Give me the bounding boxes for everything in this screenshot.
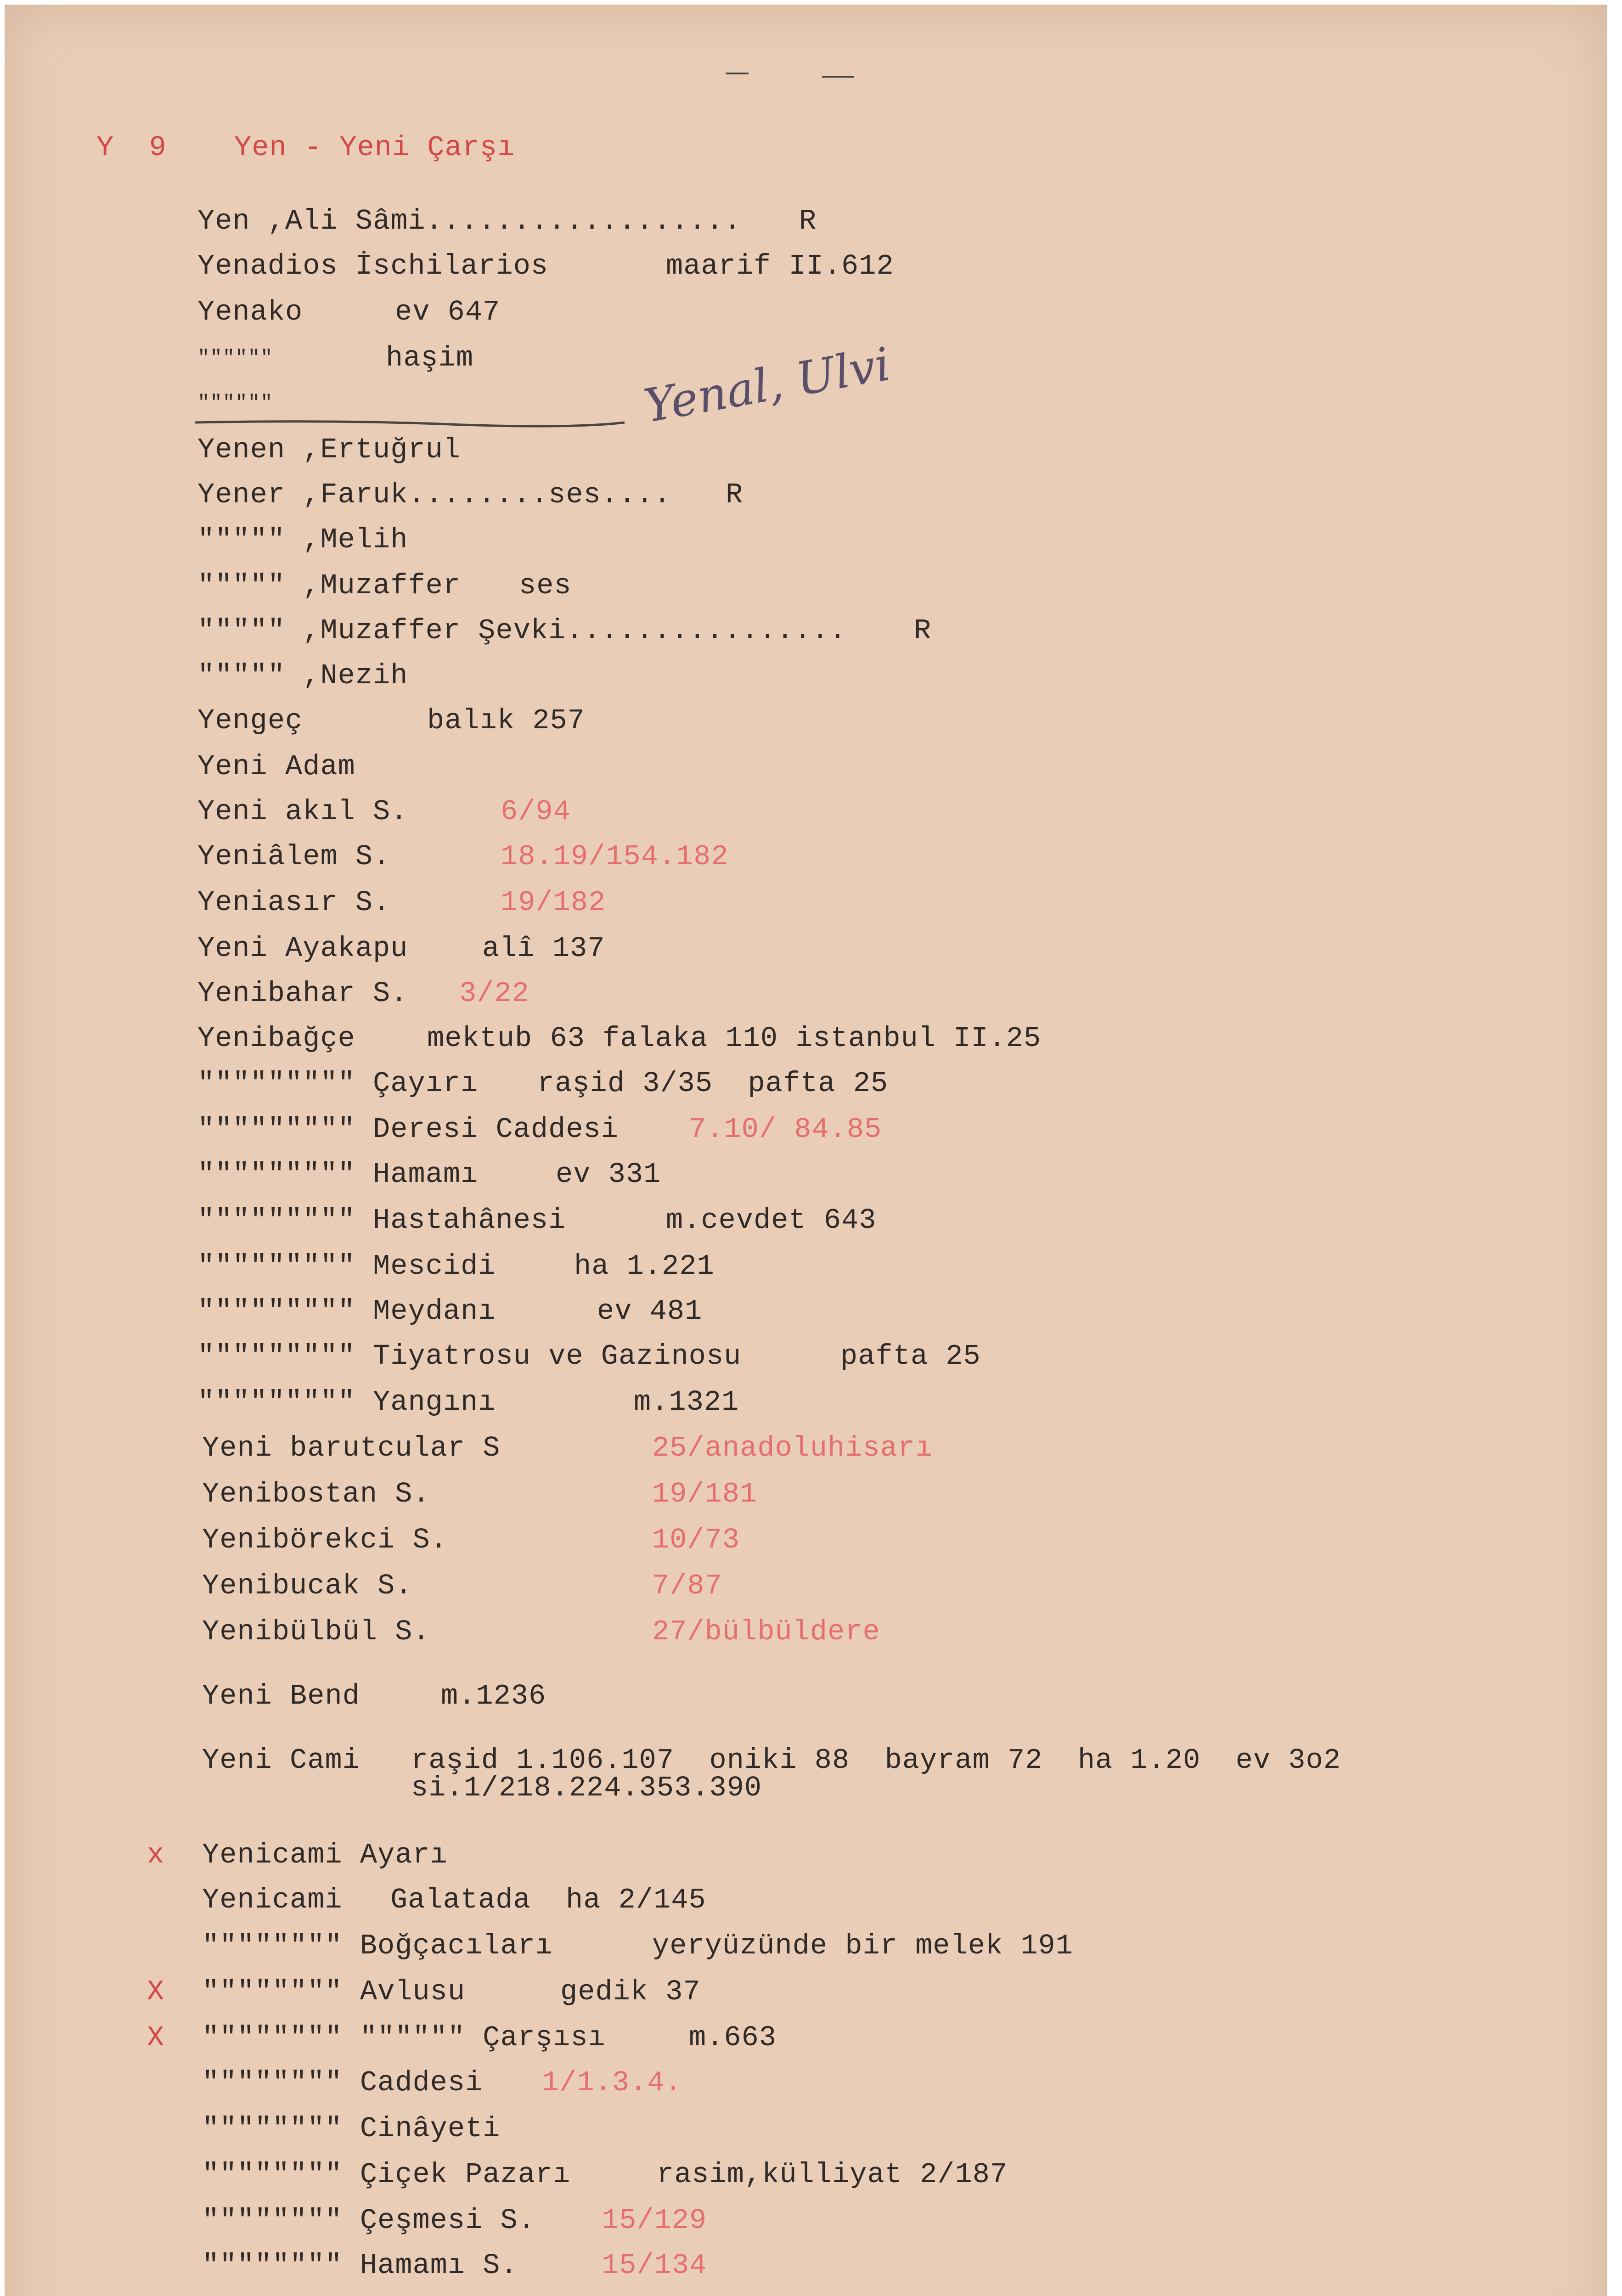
entry-28-name: Yeni barutcular S [202, 1432, 501, 1464]
entry-4-ref: haşim [386, 342, 474, 374]
entry-9-ref: ses [519, 569, 572, 602]
entry-40-ref: m.663 [689, 2021, 777, 2054]
header-title: Yen - Yeni Çarşı [234, 131, 515, 164]
entry-2-name: Yenadios İschilarios [197, 250, 549, 282]
entry-13-name: Yeni Adam [197, 750, 355, 783]
entry-5-name: """""" [197, 392, 273, 415]
entry-15-name: Yeniâlem S. [197, 840, 391, 873]
entry-17-name: Yeni Ayakapu [197, 932, 408, 965]
entry-21-ref: 7.10/ 84.85 [689, 1113, 882, 1146]
entry-42-name: """""""" Cinâyeti [202, 2112, 501, 2145]
entry-36-name: Yenicami Ayarı [202, 1839, 448, 1871]
entry-27-ref: m.1321 [634, 1386, 739, 1418]
top-scratch [726, 73, 749, 74]
entry-38-name: """""""" Boğçacıları [202, 1930, 553, 1962]
underline-stroke [193, 413, 629, 432]
entry-2-ref: maarif II.612 [666, 250, 894, 282]
entry-43-name: """""""" Çiçek Pazarı [202, 2158, 571, 2191]
entry-18-name: Yenibahar S. [197, 977, 408, 1010]
entry-11-name: """"" ,Nezih [197, 659, 408, 692]
margin-mark-2: X [147, 1975, 165, 2008]
entry-1-name: Yen ,Ali Sâmi.................. [197, 205, 742, 237]
entry-24-name: """"""""" Mescidi [197, 1250, 496, 1283]
entry-34-ref: raşid 1.106.107 oniki 88 bayram 72 ha 1.20 ev 3o2 [411, 1744, 1341, 1777]
entry-37-ref: Galatada ha 2/145 [390, 1884, 706, 1916]
index-card [5, 5, 1607, 2296]
entry-37-name: Yenicami [202, 1884, 343, 1916]
entry-31-name: Yenibucak S. [202, 1570, 413, 1602]
entry-26-name: """"""""" Tiyatrosu ve Gazinosu [197, 1340, 742, 1373]
entry-28-ref: 25/anadoluhisarı [652, 1432, 933, 1464]
entry-6-name: Yenen ,Ertuğrul [197, 433, 461, 466]
entry-44-ref: 15/129 [602, 2204, 707, 2237]
entry-41-ref: 1/1.3.4. [542, 2066, 682, 2099]
entry-7-name: Yener ,Faruk........ses.... [197, 478, 671, 511]
entry-20-name: """"""""" Çayırı [197, 1067, 479, 1100]
margin-mark-3: X [147, 2021, 165, 2054]
entry-33-ref: m.1236 [441, 1680, 546, 1712]
entry-38-ref: yeryüzünde bir melek 191 [652, 1930, 1073, 1962]
entry-23-ref: m.cevdet 643 [666, 1204, 877, 1237]
entry-9-name: """"" ,Muzaffer [197, 569, 461, 602]
entry-34-name: Yeni Cami [202, 1744, 360, 1777]
entry-25-ref: ev 481 [597, 1295, 703, 1328]
entry-44-name: """""""" Çeşmesi S. [202, 2204, 535, 2237]
entry-39-ref: gedik 37 [560, 1975, 701, 2008]
entry-29-name: Yenibostan S. [202, 1478, 430, 1510]
entry-21-name: """"""""" Deresi Caddesi [197, 1113, 619, 1146]
entry-22-name: """"""""" Hamamı [197, 1158, 479, 1191]
entry-32-ref: 27/bülbüldere [652, 1615, 880, 1648]
entry-18-ref: 3/22 [459, 977, 529, 1010]
top-scratch [822, 76, 854, 78]
entry-17-ref: alî 137 [482, 932, 605, 965]
entry-45-name: """""""" Hamamı S. [202, 2249, 518, 2282]
entry-29-ref: 19/181 [652, 1478, 758, 1510]
entry-3-name: Yenako [197, 296, 303, 328]
entry-10-name: """"" ,Muzaffer Şevki................ [197, 614, 847, 647]
entry-14-ref: 6/94 [501, 795, 571, 828]
entry-16-ref: 19/182 [501, 886, 606, 919]
entry-39-name: """""""" Avlusu [202, 1975, 466, 2008]
entry-14-name: Yeni akıl S. [197, 795, 408, 828]
entry-43-ref: rasim,külliyat 2/187 [657, 2158, 1008, 2191]
entry-10-ref: R [914, 614, 932, 647]
entry-7-ref: R [726, 478, 743, 511]
margin-mark-1: x [147, 1839, 165, 1871]
entry-16-name: Yeniasır S. [197, 886, 391, 919]
entry-8-name: """"" ,Melih [197, 523, 408, 556]
entry-26-ref: pafta 25 [840, 1340, 981, 1373]
entry-12-name: Yengeç [197, 704, 303, 737]
entry-19-name: Yenibağçe [197, 1022, 355, 1055]
entry-25-name: """"""""" Meydanı [197, 1295, 496, 1328]
entry-30-ref: 10/73 [652, 1524, 740, 1556]
handwritten-note: Yenal, Ulvi [640, 337, 894, 433]
entry-1-ref: R [799, 205, 817, 237]
entry-34-ref-cont: si.1/218.224.353.390 [411, 1772, 762, 1804]
entry-12-ref: balık 257 [427, 704, 585, 737]
header-code: Y 9 [96, 131, 167, 164]
entry-45-ref: 15/134 [602, 2249, 707, 2282]
entry-20-ref: raşid 3/35 pafta 25 [537, 1067, 889, 1100]
entry-15-ref: 18.19/154.182 [501, 840, 729, 873]
entry-30-name: Yenibörekci S. [202, 1524, 448, 1556]
entry-4-name: """""" [197, 347, 273, 370]
entry-27-name: """"""""" Yangını [197, 1386, 496, 1418]
entry-23-name: """"""""" Hastahânesi [197, 1204, 566, 1237]
entry-19-ref: mektub 63 falaka 110 istanbul II.25 [427, 1022, 1042, 1055]
entry-41-name: """""""" Caddesi [202, 2066, 483, 2099]
entry-3-ref: ev 647 [395, 296, 501, 328]
entry-31-ref: 7/87 [652, 1570, 722, 1602]
entry-24-ref: ha 1.221 [574, 1250, 715, 1283]
entry-32-name: Yenibülbül S. [202, 1615, 430, 1648]
entry-22-ref: ev 331 [556, 1158, 661, 1191]
entry-40-name: """""""" """""" Çarşısı [202, 2021, 606, 2054]
entry-33-name: Yeni Bend [202, 1680, 360, 1712]
